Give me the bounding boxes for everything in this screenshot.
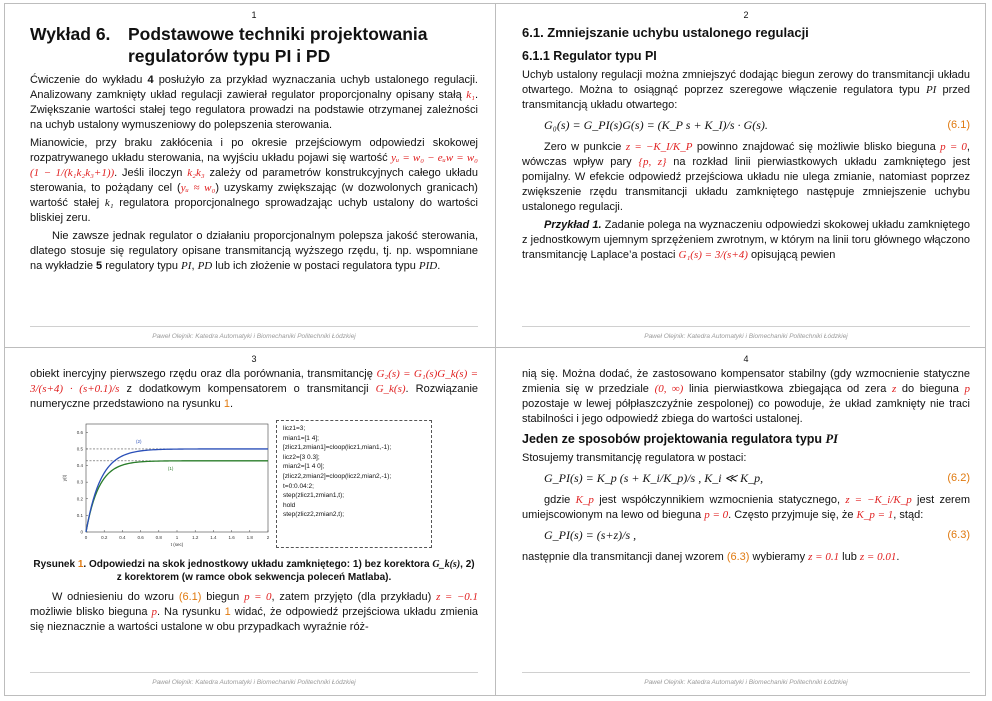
x-tick-label: 0.8 bbox=[155, 535, 162, 540]
code-line: t=0:0.04:2; bbox=[283, 482, 314, 490]
equation-number: (6.3) bbox=[947, 529, 970, 541]
x-tick-label: 0.4 bbox=[119, 535, 126, 540]
x-tick-label: 2 bbox=[266, 535, 270, 540]
equation: G_PI(s) = (s+z)/s , (6.3) bbox=[544, 528, 970, 542]
series-label-2: (2) bbox=[136, 438, 142, 444]
y-axis-label: y(t) bbox=[62, 474, 67, 482]
code-line: step(zlicz1,zmian1,t); bbox=[283, 492, 345, 500]
page-footer: Paweł Olejnik: Katedra Automatyki i Biomechaniki Politechniki Łódzkiej bbox=[30, 672, 478, 688]
paragraph: Stosujemy transmitancję regulatora w postaci: bbox=[522, 452, 747, 464]
page-number: 1 bbox=[251, 10, 257, 20]
title-line-1: Podstawowe techniki projektowania bbox=[128, 24, 428, 44]
paragraph: Mianowicie, przy braku zakłócenia i po okresie przejściowym odpowiedzi skokowej rozpatrywanego układu sterowania, na wyjściu układu pojawi się wartość yᵤ = w₀ − eᵤw = w₀ (1 − 1/(k₁k₂k₃+1)). Jeśli iloczyn k₂k₃ zależy od parametrów konstrukcyjnych całego układu sterowania, to pożądany cel (yᵤ ≈ w₀) uzyskamy zwiększając (w dozwolonych granicach) wartość stałej k₁ regulatora proporcjonalnego sprowadzając uchyb ustalony do wartości bliskiej zeru. bbox=[30, 137, 478, 224]
paragraph: Zero w punkcie z = −K_I/K_P powinno znajdować się możliwie blisko bieguna p = 0, wówczas wpływ pary {p, z} na rozkład linii pierwiastkowych układu zamkniętego jest pomijalny. W efekcie odpowiedź przejściowa układu nie ulega zmianie, natomiast poprzez zwiększenie rzędu transmitancji układu zamkniętego następuje zmniejszenie uchybu ustalonego regulacji. bbox=[522, 141, 970, 213]
lecture-number: Wykład 6. bbox=[30, 24, 111, 44]
page-divider-horizontal bbox=[4, 347, 986, 348]
x-axis-label: t (sec) bbox=[170, 542, 184, 547]
x-tick-label: 1.8 bbox=[246, 535, 253, 540]
x-tick-label: 1 bbox=[175, 535, 179, 540]
x-tick-label: 1.4 bbox=[210, 535, 217, 540]
page-4 bbox=[522, 354, 970, 688]
equation-number: (6.1) bbox=[947, 119, 970, 131]
figure-1 bbox=[30, 418, 478, 554]
page-number: 2 bbox=[743, 10, 749, 20]
y-tick-label: 0.5 bbox=[76, 446, 83, 452]
paragraph: Nie zawsze jednak regulator o działaniu proporcjonalnym polepsza jakość sterowania, dlatego stosuje się regulatory opisane transmitancją wyższego rzędu, tj. np. wspomniane na wykładzie 5 regulatory typu PI, PD lub ich złożenie w postaci regulatora typu PID. bbox=[30, 230, 478, 272]
paragraph: następnie dla transmitancji danej wzorem (6.3) wybieramy z = 0.1 lub z = 0.01. bbox=[522, 551, 900, 563]
page-1 bbox=[30, 10, 478, 340]
code-line: licz1=3; bbox=[283, 425, 306, 432]
series-label-1: (1) bbox=[167, 465, 174, 471]
x-tick-label: 1.2 bbox=[192, 535, 199, 540]
x-tick-label: 1.6 bbox=[228, 535, 235, 540]
code-line: step(zlicz2,zmian2,t); bbox=[283, 511, 345, 519]
matlab-code-box bbox=[276, 420, 432, 548]
y-tick-label: 0.3 bbox=[76, 479, 83, 485]
equation: G_PI(s) = K_p (s + K_i/K_p)/s , K_i ≪ K_p, (6.2) bbox=[544, 471, 970, 485]
section-heading: 6.1. Zmniejszanie uchybu ustalonego regulacji bbox=[522, 25, 809, 40]
paragraph: gdzie K_p jest współczynnikiem wzmocnienia statycznego, z = −K_i/K_p jest zerem umiejscowionym na lewo od bieguna p = 0. Często przyjmuje się, że K_p = 1, stąd: bbox=[522, 494, 970, 521]
paragraph: Przykład 1. Zadanie polega na wyznaczeniu odpowiedzi skokowej układu zamkniętego z jednostkowym ujemnym sprzężeniem zwrotnym, w którym na linii toru głównego włączono transmitancję Laplace’a postaci G₁(s) = 3/(s+4) opisującą pewien bbox=[522, 219, 970, 261]
paragraph: nią się. Można dodać, że zastosowano kompensator stabilny (gdy wzmocnienie statyczne zmienia się w przedziale (0, ∞) linia pierwiastkowa zbiegająca od zera z do bieguna p pozostaje w lewej półpłaszczyźnie zespolonej) co powoduje, że układ zamknięty nie traci stabilności i jego odpowiedź zbiega do wartości ustalonej. bbox=[522, 368, 970, 425]
subsection-heading: 6.1.1 Regulator typu PI bbox=[522, 49, 657, 63]
page-number: 4 bbox=[743, 354, 749, 364]
y-tick-label: 0.1 bbox=[76, 512, 83, 518]
page-footer: Paweł Olejnik: Katedra Automatyki i Biomechaniki Politechniki Łódzkiej bbox=[522, 326, 970, 340]
y-tick-label: 0.4 bbox=[76, 463, 83, 469]
page-divider-vertical bbox=[495, 3, 496, 696]
paragraph: obiekt inercyjny pierwszego rzędu oraz dla porównania, transmitancję G₂(s) = G₁(s)G_k(s) = 3/(s+4) · (s+0.1)/s z dodatkowym kompensatorem o transmitancji G_k(s). Rozwiązanie numeryczne przedstawiono na rysunku 1. bbox=[30, 368, 478, 410]
figure-caption: Rysunek 1. Odpowiedzi na skok jednostkowy układu zamkniętego: 1) bez korektora G_k(s), 2) z korektorem (w ramce obok sekwencja poleceń Matlaba). bbox=[33, 559, 475, 583]
paragraph: Uchyb ustalony regulacji można zmniejszyć dodając biegun zerowy do transmitancji układu otwartego. Można to osiągnąć poprzez szeregowe włączenie regulatora typu PI przed transmitancją układu otwartego: bbox=[522, 69, 970, 111]
step-response-plot bbox=[56, 420, 278, 550]
code-line: mian2=[1 4 0]; bbox=[283, 463, 325, 471]
y-tick-label: 0.6 bbox=[76, 429, 83, 435]
code-line: hold bbox=[283, 501, 296, 509]
page-footer: Paweł Olejnik: Katedra Automatyki i Biomechaniki Politechniki Łódzkiej bbox=[522, 672, 970, 688]
y-tick-label: 0 bbox=[80, 529, 83, 535]
plot-area bbox=[86, 424, 268, 532]
paragraph: W odniesieniu do wzoru (6.1) biegun p = 0, zatem przyjęto (dla przykładu) z = −0.1 możliwie blisko bieguna p. Na rysunku 1 widać, że odpowiedź przejściowa układu zmienia się nieznacznie a wartości ustalone w obu przypadkach wyraźnie róż- bbox=[30, 591, 478, 633]
x-tick-label: 0.6 bbox=[137, 535, 144, 540]
page-2 bbox=[522, 10, 970, 340]
subsection-heading: Jeden ze sposobów projektowania regulatora typu PI bbox=[522, 432, 839, 446]
code-line: mian1=[1 4]; bbox=[283, 434, 319, 442]
page-3 bbox=[30, 354, 478, 688]
paragraph: Ćwiczenie do wykładu 4 posłużyło za przykład wyznaczania uchyb ustalonego regulacji. Analizowany zamknięty układ regulacji zawierał regulator proporcjonalny opisany stałą k₁. Zwiększanie wartości stałej tego regulatora prowadzi na podstawie otrzymanej zależności na uchyb ustalony wymuszeniowy do polepszenia sterowania. bbox=[30, 74, 478, 131]
title-line-2: regulatorów typu PI i PD bbox=[128, 46, 331, 66]
code-line: [zlicz1,zmian1]=cloop(licz1,mian1,-1); bbox=[283, 444, 392, 452]
code-line: licz2=[3 0.3]; bbox=[283, 453, 320, 461]
page-footer: Paweł Olejnik: Katedra Automatyki i Biomechaniki Politechniki Łódzkiej bbox=[30, 326, 478, 340]
lecture-title bbox=[30, 23, 478, 67]
code-line: [zlicz2,zmian2]=cloop(licz2,mian2,-1); bbox=[283, 472, 392, 480]
x-tick-label: 0 bbox=[84, 535, 88, 540]
equation-number: (6.2) bbox=[947, 472, 970, 484]
page-number: 3 bbox=[251, 354, 257, 364]
y-tick-label: 0.2 bbox=[76, 496, 83, 502]
x-tick-label: 0.2 bbox=[101, 535, 108, 540]
equation: G₀(s) = G_PI(s)G(s) = (K_P s + K_I)/s · G(s). (6.1) bbox=[544, 118, 970, 132]
